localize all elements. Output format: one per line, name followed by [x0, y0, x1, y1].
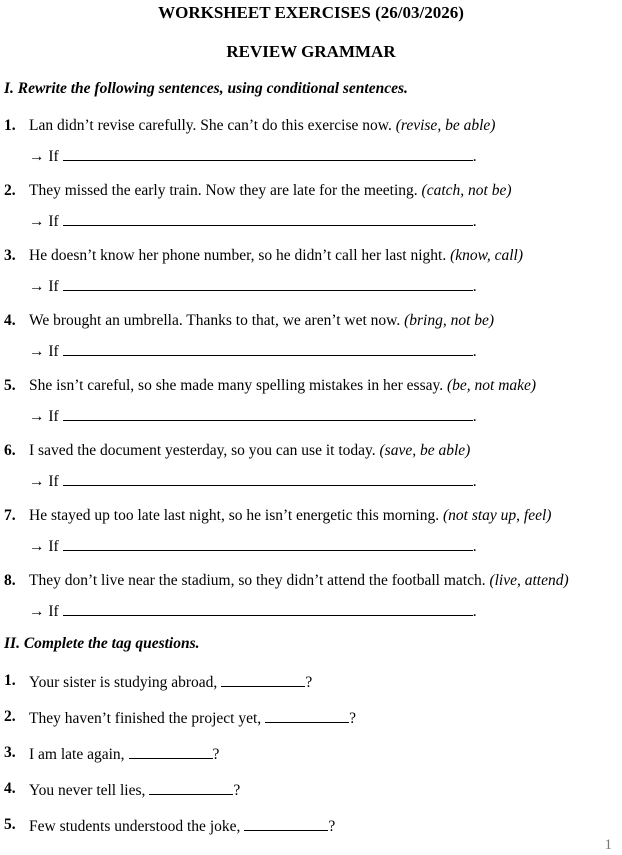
answer-blank[interactable] — [63, 211, 473, 226]
item-number: 3. — [4, 744, 16, 761]
item-sentence — [29, 312, 494, 330]
verb-hint: (not stay up, feel) — [442, 507, 552, 524]
item-number: 1. — [4, 117, 16, 134]
sentence-text: I saved the document yesterday, so you can use it today. — [29, 442, 376, 459]
tag-question-item — [0, 708, 622, 744]
sentence-text: I am late again, — [29, 746, 125, 763]
answer-blank[interactable] — [63, 276, 473, 291]
sentence-text: They haven’t finished the project yet, — [29, 710, 262, 727]
item-sentence — [29, 572, 569, 590]
answer-line: → If . — [29, 148, 477, 165]
answer-blank[interactable] — [63, 146, 473, 161]
tag-question-list — [0, 672, 622, 852]
exercise-item — [0, 117, 622, 182]
exercise-item — [0, 377, 622, 442]
sentence-text: He doesn’t know her phone number, so he didn’t call her last night. — [29, 247, 447, 264]
answer-line: → If . — [29, 603, 477, 620]
answer-prefix: → If — [29, 473, 59, 490]
item-number: 7. — [4, 507, 16, 524]
item-number: 8. — [4, 572, 16, 589]
tag-blank[interactable] — [129, 744, 213, 759]
verb-hint: (catch, not be) — [421, 182, 512, 199]
sentence-text: He stayed up too late last night, so he isn’t energetic this morning. — [29, 507, 440, 524]
sentence-text: They missed the early train. Now they are late for the meeting. — [29, 182, 418, 199]
tag-question-item — [0, 816, 622, 852]
item-number: 6. — [4, 442, 16, 459]
item-sentence — [29, 247, 523, 265]
answer-prefix: → If — [29, 278, 59, 295]
tag-blank[interactable] — [149, 780, 233, 795]
item-sentence: You never tell lies, ? — [29, 782, 241, 799]
answer-line: → If . — [29, 213, 477, 230]
sentence-text: Your sister is studying abroad, — [29, 674, 218, 691]
sentence-text: We brought an umbrella. Thanks to that, we aren’t wet now. — [29, 312, 401, 329]
verb-hint: (bring, not be) — [404, 312, 495, 329]
answer-blank[interactable] — [63, 536, 473, 551]
exercise-item — [0, 312, 622, 377]
answer-line: → If . — [29, 538, 477, 555]
answer-prefix: → If — [29, 213, 59, 230]
verb-hint: (save, be able) — [379, 442, 471, 459]
item-sentence: Few students understood the joke, ? — [29, 818, 336, 835]
item-number: 5. — [4, 816, 16, 833]
answer-prefix: → If — [29, 408, 59, 425]
answer-line: → If . — [29, 343, 477, 360]
exercise-item — [0, 182, 622, 247]
item-number: 2. — [4, 182, 16, 199]
sentence-text: She isn’t careful, so she made many spelling mistakes in her essay. — [29, 377, 444, 394]
verb-hint: (live, attend) — [489, 572, 569, 589]
verb-hint: (revise, be able) — [395, 117, 496, 134]
answer-line: → If . — [29, 278, 477, 295]
tag-question-item — [0, 672, 622, 708]
sentence-text: They don’t live near the stadium, so they didn’t attend the football match. — [29, 572, 486, 589]
tag-blank[interactable] — [244, 816, 328, 831]
answer-blank[interactable] — [63, 406, 473, 421]
tag-question-item — [0, 780, 622, 816]
exercise-item — [0, 507, 622, 572]
sentence-text: Few students understood the joke, — [29, 818, 241, 835]
rewrite-exercise-list — [0, 117, 622, 637]
verb-hint: (be, not make) — [446, 377, 537, 394]
exercise-item — [0, 442, 622, 507]
answer-blank[interactable] — [63, 341, 473, 356]
section-2-heading: II. Complete the tag questions. — [4, 635, 200, 652]
tag-blank[interactable] — [221, 672, 305, 687]
answer-prefix: → If — [29, 603, 59, 620]
verb-hint: (know, call) — [450, 247, 523, 264]
item-sentence — [29, 377, 536, 395]
tag-question-item — [0, 744, 622, 780]
answer-blank[interactable] — [63, 601, 473, 616]
answer-prefix: → If — [29, 538, 59, 555]
item-number: 3. — [4, 247, 16, 264]
worksheet-title: WORKSHEET EXERCISES (26/03/2026) — [158, 3, 464, 22]
item-sentence: They haven’t finished the project yet, ? — [29, 710, 357, 727]
exercise-item — [0, 247, 622, 312]
page-number: 1 — [604, 837, 612, 853]
item-number: 2. — [4, 708, 16, 725]
answer-line: → If . — [29, 473, 477, 490]
answer-line: → If . — [29, 408, 477, 425]
sentence-text: Lan didn’t revise carefully. She can’t do this exercise now. — [29, 117, 392, 134]
answer-prefix: → If — [29, 148, 59, 165]
sentence-text: You never tell lies, — [29, 782, 146, 799]
item-sentence: Your sister is studying abroad, ? — [29, 674, 313, 691]
worksheet-subtitle: REVIEW GRAMMAR — [226, 42, 396, 61]
item-sentence — [29, 507, 551, 525]
item-sentence — [29, 117, 495, 135]
item-sentence — [29, 182, 511, 200]
item-sentence: I am late again, ? — [29, 746, 220, 763]
exercise-item — [0, 572, 622, 637]
item-number: 5. — [4, 377, 16, 394]
section-1-heading: I. Rewrite the following sentences, using conditional sentences. — [4, 80, 408, 97]
item-number: 1. — [4, 672, 16, 689]
item-number: 4. — [4, 312, 16, 329]
answer-prefix: → If — [29, 343, 59, 360]
item-sentence — [29, 442, 470, 460]
item-number: 4. — [4, 780, 16, 797]
answer-blank[interactable] — [63, 471, 473, 486]
tag-blank[interactable] — [265, 708, 349, 723]
